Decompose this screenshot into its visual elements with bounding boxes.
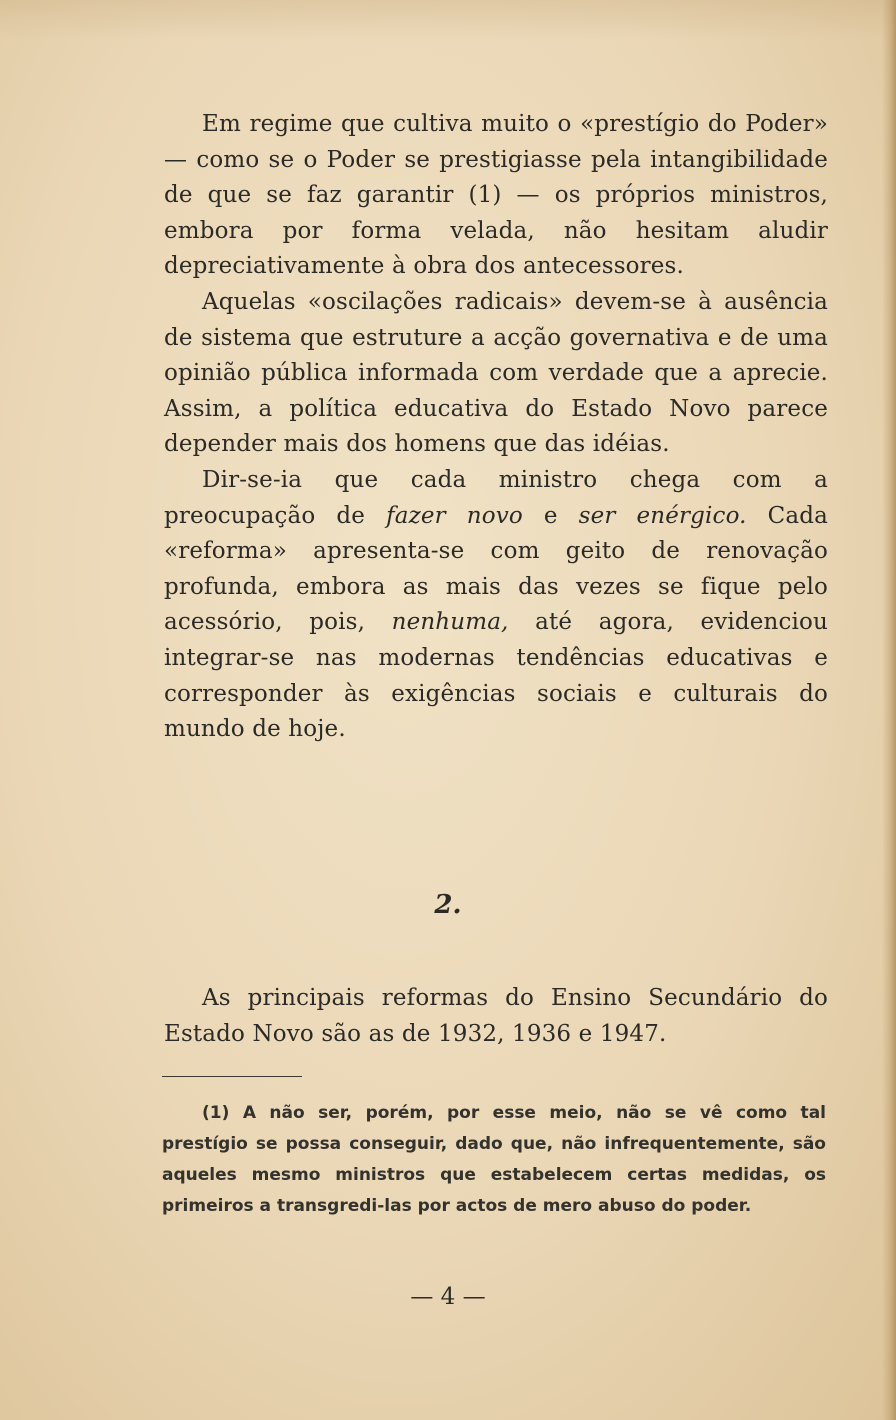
section-paragraph: As principais reformas do Ensino Secundário do Estado Novo são as de 1932, 1936 e 1947.: [164, 985, 828, 1047]
footnote-separator: [162, 1076, 302, 1077]
paragraph-3-text-4: até agora, evidenciou integrar-se nas modernas tendências educativas e corresponder às exigências sociais e culturais do mundo de hoje.: [164, 609, 828, 743]
paragraph-3-emphasis-2: ser enérgico.: [578, 502, 747, 529]
page-right-edge: [882, 0, 896, 1420]
page-number: — 4 —: [410, 1284, 486, 1310]
footnote: (1) A não ser, porém, por esse meio, não se vê como tal prestígio se possa conseguir, dado que, não infrequentemente, são aqueles mesmo ministros que estabelecem certas medidas, os primeiros a transgredi-las por actos de mero abuso do poder.: [162, 1103, 826, 1216]
paragraph-3-emphasis-1: fazer novo: [386, 502, 523, 529]
paragraph-1: Em regime que cultiva muito o «prestígio do Poder» — como se o Poder se prestigiasse pela intangibilidade de que se faz garantir (1) — os próprios ministros, embora por forma velada, não hesitam aludir depreciativamente à obra dos antecessores.: [164, 111, 828, 280]
paragraph-2: Aquelas «oscilações radicais» devem-se à ausência de sistema que estruture a acção governativa e de uma opinião pública informada com verdade que a aprecie. Assim, a política educativa do Estado Novo parece depender mais dos homens que das idéias.: [164, 288, 828, 458]
page-top-shadow: [0, 0, 896, 40]
section-text-block: [164, 981, 828, 1052]
paragraph-3-text-2: e: [522, 502, 579, 529]
section-number: 2.: [434, 890, 462, 920]
main-text: [164, 107, 828, 748]
paragraph-3: [164, 463, 828, 748]
paragraph-3-text-1: Dir-se-ia que cada ministro chega com a preocupação de: [164, 466, 828, 529]
paragraph-3-text-3: Cada «reforma» apresenta-se com geito de renovação profunda, embora as mais das vezes se fique pelo acessório, pois,: [164, 502, 828, 636]
paragraph-3-emphasis-3: nenhuma,: [391, 609, 509, 636]
